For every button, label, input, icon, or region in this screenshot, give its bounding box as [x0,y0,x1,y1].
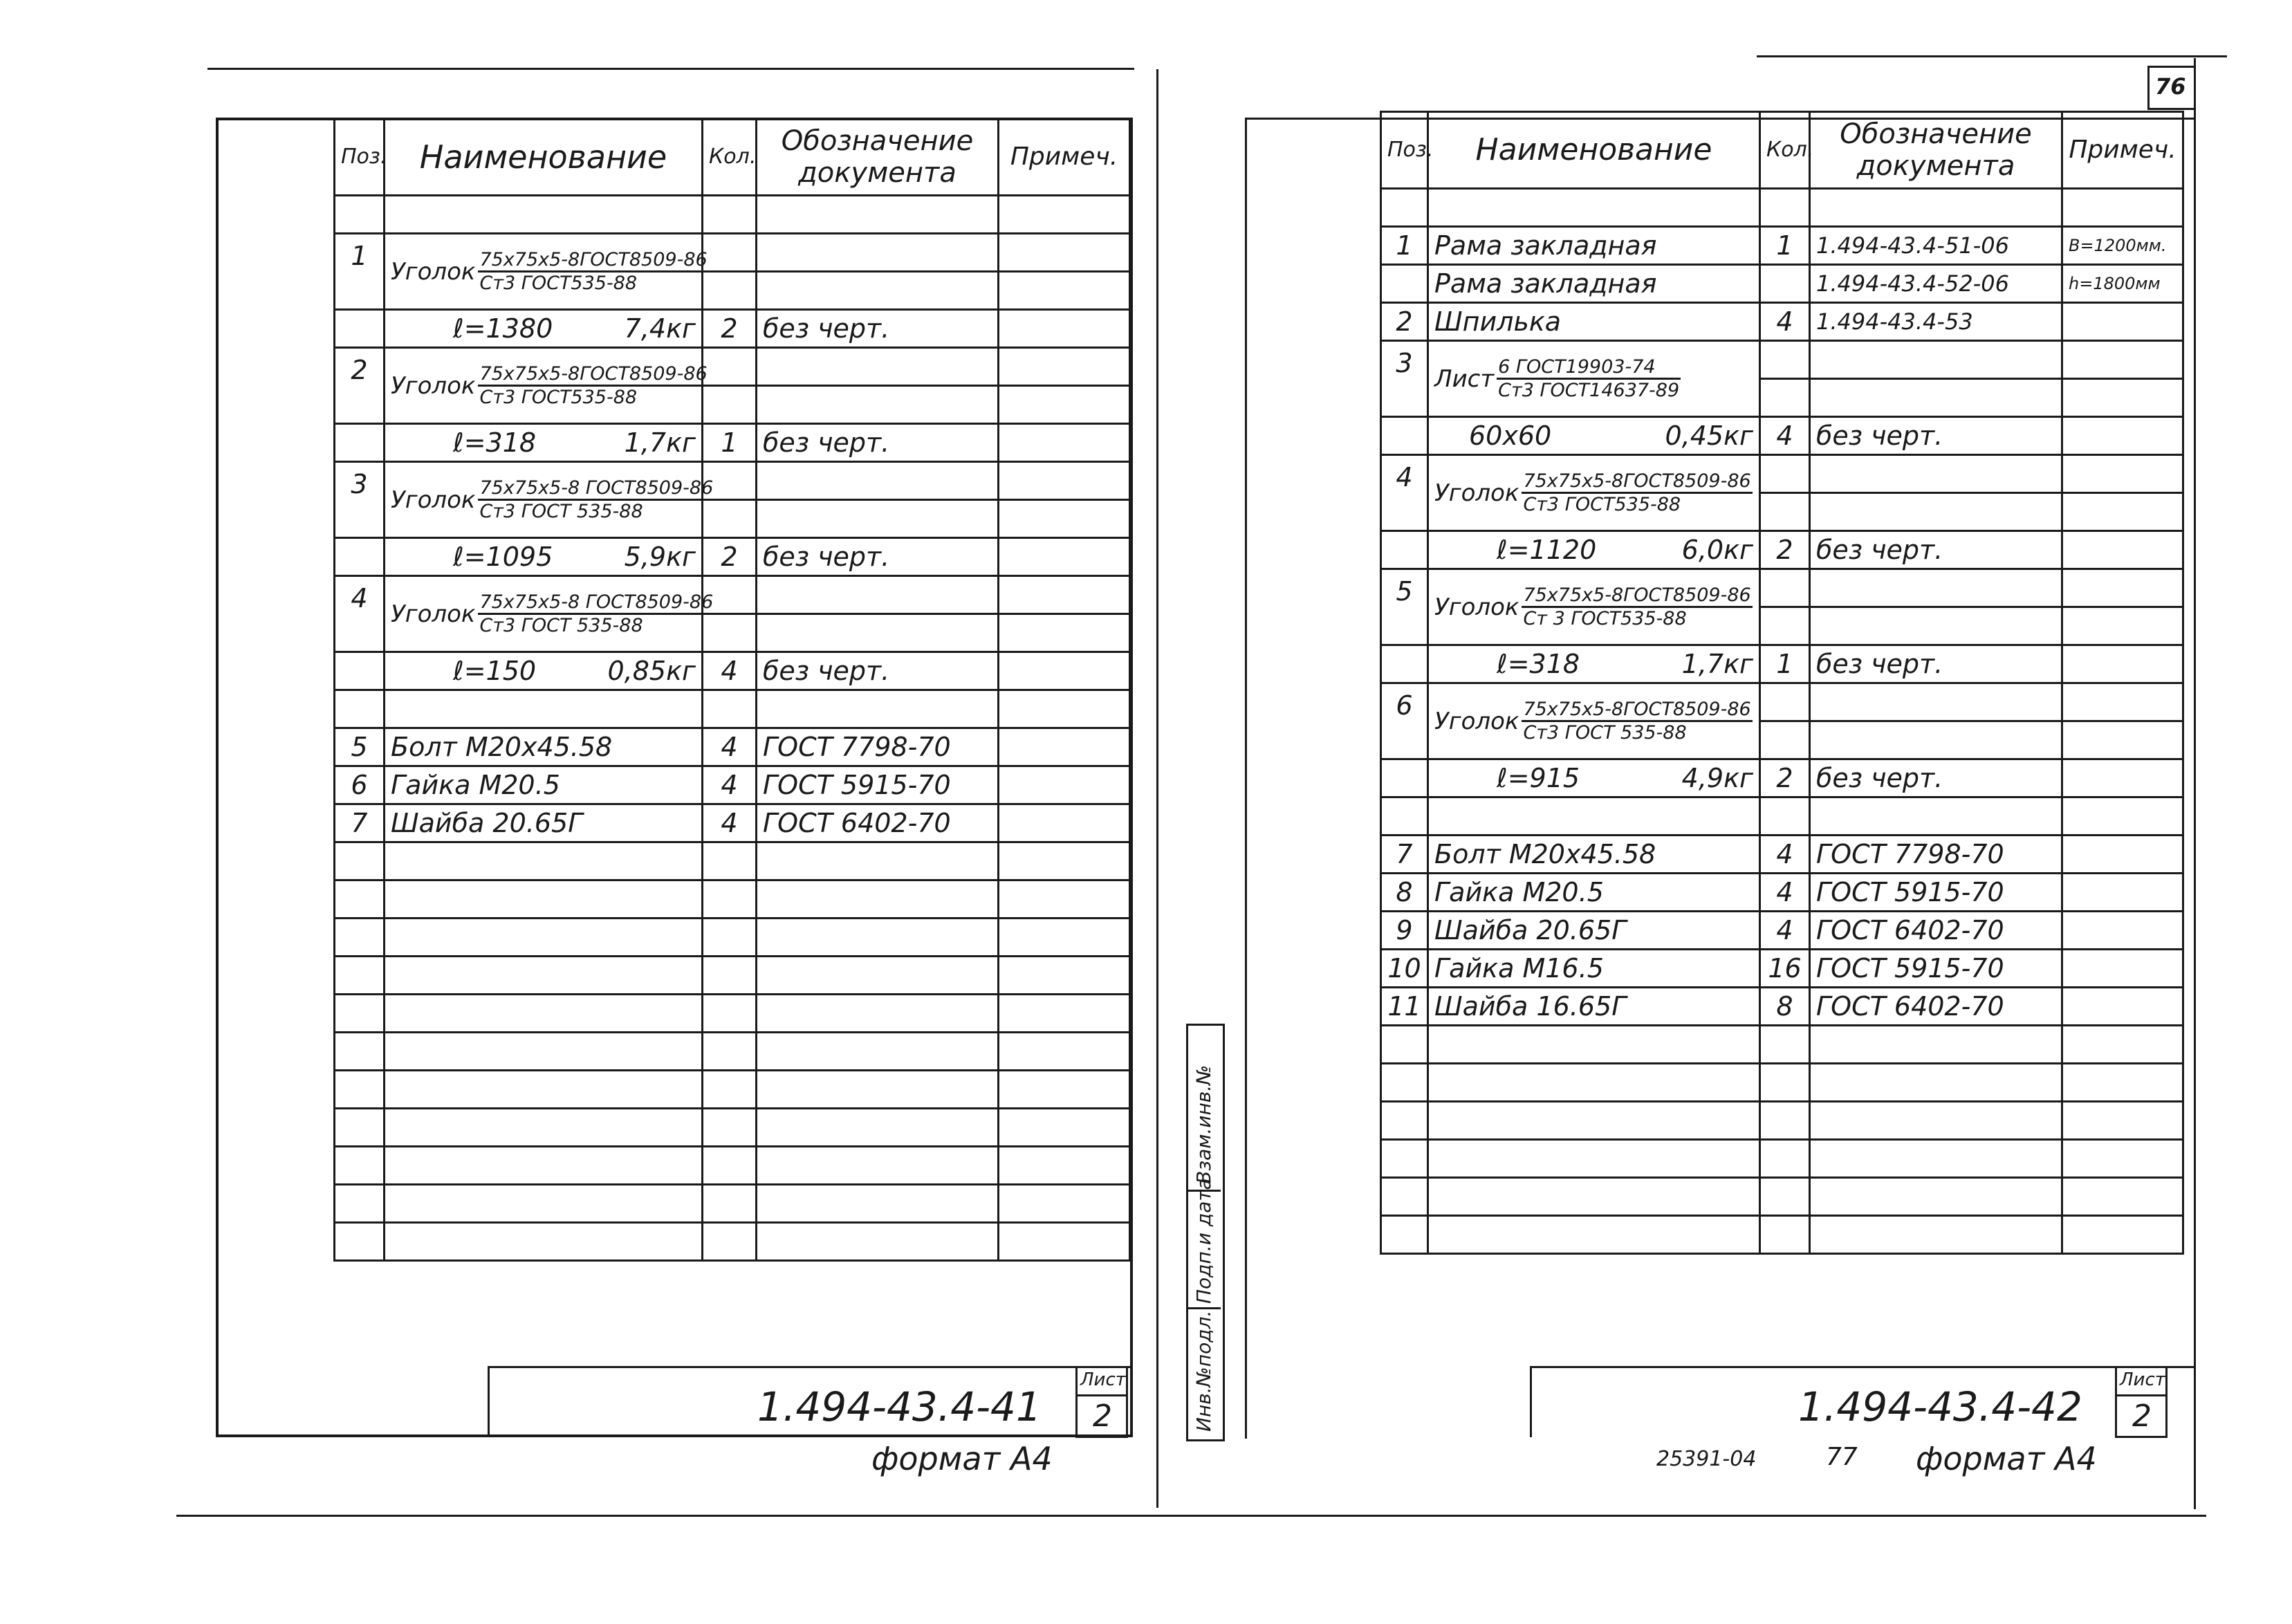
doc-cell: ГОСТ 6402-70 [1810,912,2062,950]
left-spec-table [333,118,1131,1262]
table-row [1381,569,2183,607]
archive-number: 25391-04 [1656,1447,1757,1471]
header-row [335,119,1130,196]
right-doc-number: 1.494-43.4-42 [1798,1383,2082,1430]
material-fraction [478,477,714,522]
pos-cell: 3 [335,462,385,538]
item-label: Лист [1434,365,1495,393]
steel-grade: Ст 3 ГОСТ535-88 [1523,608,1687,629]
item-label: Уголок [1434,593,1519,621]
steel-grade: Ст3 ГОСТ 535-88 [1523,722,1687,744]
item-label: Уголок [1434,707,1519,735]
table-row [1381,645,2183,683]
length-value: 60х60 [1469,421,1552,451]
qty-cell: 4 [703,652,757,690]
table-row [335,348,1130,386]
table-row [1381,455,2183,493]
header-row [1381,112,2183,189]
page-number-box [2147,66,2196,110]
steel-grade: Ст3 ГОСТ535-88 [1523,494,1681,515]
pos-cell: 8 [1381,874,1428,912]
doc-cell: ГОСТ 5915-70 [1810,950,2062,988]
pos-cell: 1 [335,234,385,310]
right-format-label: формат А4 [1916,1440,2097,1477]
table-row [335,424,1130,462]
table-row [1381,531,2183,569]
table-row [1381,341,2183,379]
page-number: 76 [2155,73,2186,100]
pos-cell: 5 [1381,569,1428,645]
table-row [335,576,1130,614]
qty-cell: 2 [1760,531,1810,569]
qty-cell [1760,265,1810,303]
name-cell: Болт М20х45.58 [1428,836,1760,874]
page-divider [1156,69,1158,1508]
col-header-pos: Поз. [1381,112,1428,189]
qty-cell: 4 [1760,912,1810,950]
profile-spec: 75x75x5-8ГОСТ8509-86 [478,249,708,273]
right-sheet-box [2115,1366,2168,1438]
table-row [335,728,1130,766]
doc-cell: без черт. [757,652,999,690]
material-fraction [1522,470,1752,515]
col-header-qty: Кол. [1760,112,1810,189]
top-border-line-right [1757,55,2227,57]
mass-value: 0,85кг [607,656,696,686]
name-cell [1428,569,1760,645]
right-sheet-left-border [1245,118,1247,1439]
pos-cell: 3 [1381,341,1428,417]
steel-grade: Ст3 ГОСТ535-88 [479,273,638,294]
qty-cell: 2 [1760,759,1810,797]
bottom-border-line [176,1515,2206,1517]
pos-cell: 6 [1381,683,1428,759]
col-header-name: Наименование [1428,112,1760,189]
table-row [1381,303,2183,341]
table-row [1381,912,2183,950]
table-row [335,804,1130,842]
qty-cell: 4 [703,728,757,766]
material-fraction [478,249,708,294]
qty-cell: 4 [1760,836,1810,874]
length-value: ℓ=150 [453,656,537,686]
name-cell [1428,683,1760,759]
table-row [335,234,1130,272]
length-value: ℓ=318 [1497,649,1580,679]
mass-value: 0,45кг [1665,421,1753,451]
item-label: Уголок [391,600,476,628]
table-row [335,462,1130,500]
left-format-label: формат А4 [871,1440,1053,1477]
sheet-label: Лист [1080,1369,1126,1390]
qty-cell: 1 [1760,645,1810,683]
name-cell: Гайка М20.5 [1428,874,1760,912]
doc-cell: без черт. [1810,417,2062,455]
pos-cell: 1 [1381,227,1428,265]
name-cell [385,234,708,310]
mass-value: 1,7кг [1681,649,1753,679]
col-header-doc: Обозначение документа [1810,112,2062,189]
sheet-number: 2 [1093,1399,1112,1434]
steel-grade: Ст3 ГОСТ 535-88 [479,615,643,636]
qty-cell: 4 [1760,303,1810,341]
pos-cell: 6 [335,766,385,804]
doc-cell: без черт. [757,538,999,576]
pos-cell: 9 [1381,912,1428,950]
doc-cell: без черт. [757,310,999,348]
doc-cell: 1.494-43.4-51-06 [1810,227,2062,265]
qty-cell: 4 [703,804,757,842]
profile-spec: 75x75x5-8ГОСТ8509-86 [1522,470,1752,494]
material-fraction [478,591,714,636]
pos-cell: 7 [1381,836,1428,874]
item-label: Уголок [391,371,476,400]
qty-cell: 4 [703,766,757,804]
doc-cell: ГОСТ 7798-70 [757,728,999,766]
profile-spec: 75x75x5-8ГОСТ8509-86 [1522,699,1752,722]
qty-cell: 2 [703,538,757,576]
pos-cell: 11 [1381,988,1428,1026]
side-stamp-sign-date: Подп.и дата [1192,1178,1215,1304]
doc-cell: без черт. [1810,645,2062,683]
doc-cell: 1.494-43.4-52-06 [1810,265,2062,303]
pos-cell: 5 [335,728,385,766]
side-stamp-inv-orig: Инв.№подл. [1192,1310,1215,1432]
side-stamp-inv-repl: Взам.инв.№ [1192,1064,1215,1184]
right-outer-border [2194,58,2196,1509]
item-label: Уголок [391,486,476,514]
steel-grade: Ст3 ГОСТ 535-88 [479,501,643,522]
table-row [335,538,1130,576]
material-fraction [1522,699,1752,744]
pos-cell: 10 [1381,950,1428,988]
table-row [335,310,1130,348]
note-cell [2062,303,2183,341]
col-header-doc: Обозначение документа [757,119,999,196]
col-header-name: Наименование [385,119,703,196]
name-cell: Рама закладная [1428,227,1760,265]
sheet-label: Лист [2120,1369,2165,1390]
left-doc-number: 1.494-43.4-41 [757,1383,1042,1430]
profile-spec: 75x75x5-8ГОСТ8509-86 [1522,584,1752,608]
name-cell: Шпилька [1428,303,1760,341]
qty-cell: 1 [703,424,757,462]
length-value: ℓ=1120 [1497,535,1597,565]
table-row [1381,836,2183,874]
qty-cell: 1 [1760,227,1810,265]
profile-spec: 75x75x5-8ГОСТ8509-86 [478,363,708,387]
name-cell: Шайба 20.65Г [385,804,703,842]
name-cell: Гайка М16.5 [1428,950,1760,988]
doc-cell: ГОСТ 6402-70 [757,804,999,842]
note-cell: h=1800мм [2062,265,2183,303]
name-cell [1428,455,1760,531]
table-row [1381,227,2183,265]
table-row [1381,683,2183,721]
item-label: Уголок [1434,479,1519,507]
note-cell: В=1200мм. [2062,227,2183,265]
steel-grade: Ст3 ГОСТ535-88 [479,387,638,408]
name-cell: Гайка М20.5 [385,766,703,804]
table-row [1381,950,2183,988]
steel-grade: Ст3 ГОСТ14637-89 [1498,380,1680,401]
name-cell [385,576,714,652]
doc-cell: без черт. [1810,759,2062,797]
item-label: Уголок [391,257,476,286]
length-value: ℓ=915 [1497,763,1580,793]
pos-cell: 4 [335,576,385,652]
material-fraction [1522,584,1752,629]
qty-cell: 2 [703,310,757,348]
col-header-note: Примеч. [2062,112,2183,189]
mass-value: 1,7кг [624,427,696,458]
archive-page: 77 [1826,1443,1858,1471]
doc-cell: ГОСТ 5915-70 [1810,874,2062,912]
profile-spec: 75x75x5-8 ГОСТ8509-86 [478,477,714,501]
length-value: ℓ=318 [453,427,537,458]
material-fraction [478,363,708,408]
qty-cell: 4 [1760,417,1810,455]
qty-cell: 16 [1760,950,1810,988]
length-value: ℓ=1380 [453,313,553,344]
right-spec-table [1380,111,2184,1255]
name-cell: Рама закладная [1428,265,1760,303]
pos-cell: 4 [1381,455,1428,531]
mass-value: 6,0кг [1681,535,1753,565]
table-row [335,652,1130,690]
col-header-qty: Кол. [703,119,757,196]
profile-spec: 75x75x5-8 ГОСТ8509-86 [478,591,714,615]
mass-value: 7,4кг [624,313,696,344]
doc-cell: 1.494-43.4-53 [1810,303,2062,341]
table-row [1381,988,2183,1026]
doc-cell: ГОСТ 7798-70 [1810,836,2062,874]
top-border-line [207,68,1134,70]
qty-cell: 8 [1760,988,1810,1026]
pos-cell: 2 [1381,303,1428,341]
name-cell [385,348,708,424]
name-cell: Болт М20х45.58 [385,728,703,766]
name-cell: Шайба 20.65Г [1428,912,1760,950]
name-cell: Шайба 16.65Г [1428,988,1760,1026]
table-row [1381,265,2183,303]
material-fraction [1497,356,1681,401]
pos-cell: 2 [335,348,385,424]
doc-cell: без черт. [757,424,999,462]
length-value: ℓ=1095 [453,542,553,572]
doc-cell: ГОСТ 5915-70 [757,766,999,804]
col-header-pos: Поз. [335,119,385,196]
mass-value: 4,9кг [1681,763,1753,793]
qty-cell: 4 [1760,874,1810,912]
name-cell [1428,341,1760,417]
doc-cell: без черт. [1810,531,2062,569]
pos-cell [1381,265,1428,303]
table-row [1381,759,2183,797]
profile-spec: 6 ГОСТ19903-74 [1497,356,1681,380]
mass-value: 5,9кг [624,542,696,572]
name-cell [385,462,714,538]
table-row [335,766,1130,804]
col-header-note: Примеч. [999,119,1130,196]
left-sheet-box [1075,1366,1128,1438]
table-row [1381,417,2183,455]
doc-cell: ГОСТ 6402-70 [1810,988,2062,1026]
pos-cell: 7 [335,804,385,842]
table-row [1381,874,2183,912]
sheet-number: 2 [2132,1399,2152,1434]
